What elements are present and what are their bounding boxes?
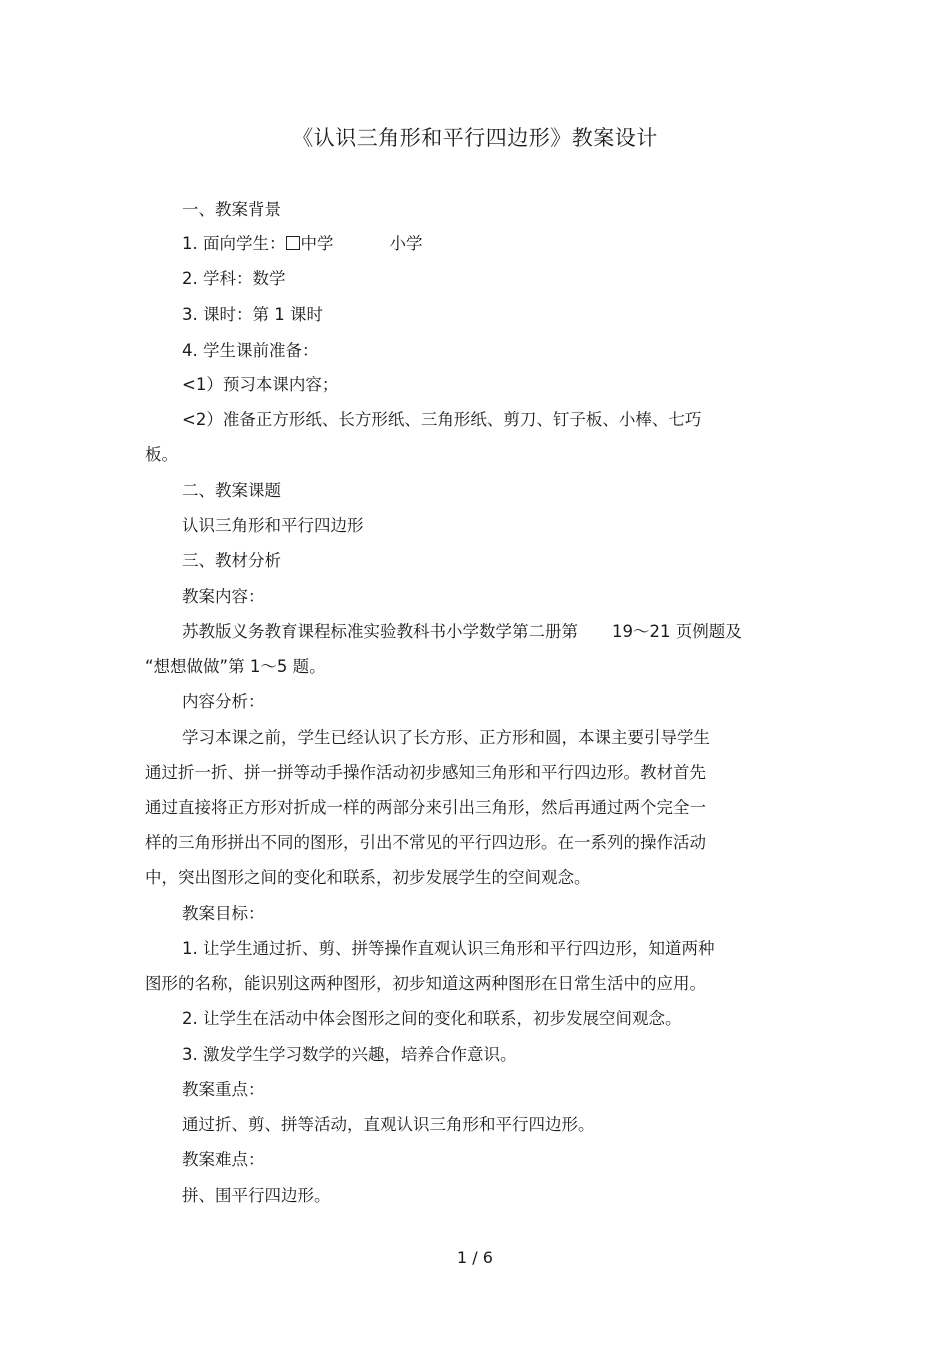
prep-heading: 4. 学生课前准备： xyxy=(182,341,319,360)
target-students-line xyxy=(182,232,423,256)
analysis-line-4: 样的三角形拼出不同的图形，引出不常见的平行四边形。在一系列的操作活动 xyxy=(145,833,706,852)
key-points-heading: 教案重点： xyxy=(182,1080,265,1099)
analysis-line-1: 学习本课之前，学生已经认识了长方形、正方形和圆，本课主要引导学生 xyxy=(182,728,710,747)
section-3-heading: 三、教材分析 xyxy=(182,551,281,570)
prep-item-2-line-2: 板。 xyxy=(145,445,178,464)
prep-item-2-line-1: <2）准备正方形纸、长方形纸、三角形纸、剪刀、钉子板、小棒、七巧 xyxy=(182,410,702,429)
content-line-1-part-2: 19～21 页例题及 xyxy=(612,622,742,641)
option-primary-school: 小学 xyxy=(389,234,423,253)
difficulty-heading: 教案难点： xyxy=(182,1150,265,1169)
content-heading: 教案内容： xyxy=(182,587,265,606)
subject-line: 2. 学科：数学 xyxy=(182,269,286,288)
content-line-1 xyxy=(182,620,742,644)
analysis-line-3: 通过直接将正方形对折成一样的两部分来引出三角形，然后再通过两个完全一 xyxy=(145,798,706,817)
period-line: 3. 课时：第 1 课时 xyxy=(182,305,323,324)
target-students-label: 1. 面向学生： xyxy=(182,234,286,253)
section-2-heading: 二、教案课题 xyxy=(182,481,281,500)
goal-1-line-2: 图形的名称，能识别这两种图形，初步知道这两种图形在日常生活中的应用。 xyxy=(145,974,706,993)
goal-2: 2. 让学生在活动中体会图形之间的变化和联系，初步发展空间观念。 xyxy=(182,1009,682,1028)
difficulty-text: 拼、围平行四边形。 xyxy=(182,1186,331,1205)
goal-1-line-1: 1. 让学生通过折、剪、拼等操作直观认识三角形和平行四边形，知道两种 xyxy=(182,939,715,958)
goals-heading: 教案目标： xyxy=(182,904,265,923)
content-line-1-part-1: 苏教版义务教育课程标准实验教科书小学数学第二册第 xyxy=(182,622,578,641)
checkbox-icon xyxy=(286,236,300,250)
document-title: 《认识三角形和平行四边形》教案设计 xyxy=(292,126,658,150)
option-middle-school: 中学 xyxy=(300,234,334,253)
section-1-heading: 一、教案背景 xyxy=(182,200,281,219)
key-points-text: 通过折、剪、拼等活动，直观认识三角形和平行四边形。 xyxy=(182,1115,595,1134)
prep-item-1: <1）预习本课内容； xyxy=(182,375,339,394)
analysis-heading: 内容分析： xyxy=(182,692,265,711)
content-line-2: “想想做做”第 1～5 题。 xyxy=(145,657,326,676)
lesson-topic: 认识三角形和平行四边形 xyxy=(182,516,364,535)
goal-3: 3. 激发学生学习数学的兴趣，培养合作意识。 xyxy=(182,1045,517,1064)
page-number: 1 / 6 xyxy=(457,1248,493,1267)
analysis-line-2: 通过折一折、拼一拼等动手操作活动初步感知三角形和平行四边形。教材首先 xyxy=(145,763,706,782)
analysis-line-5: 中，突出图形之间的变化和联系，初步发展学生的空间观念。 xyxy=(145,868,591,887)
